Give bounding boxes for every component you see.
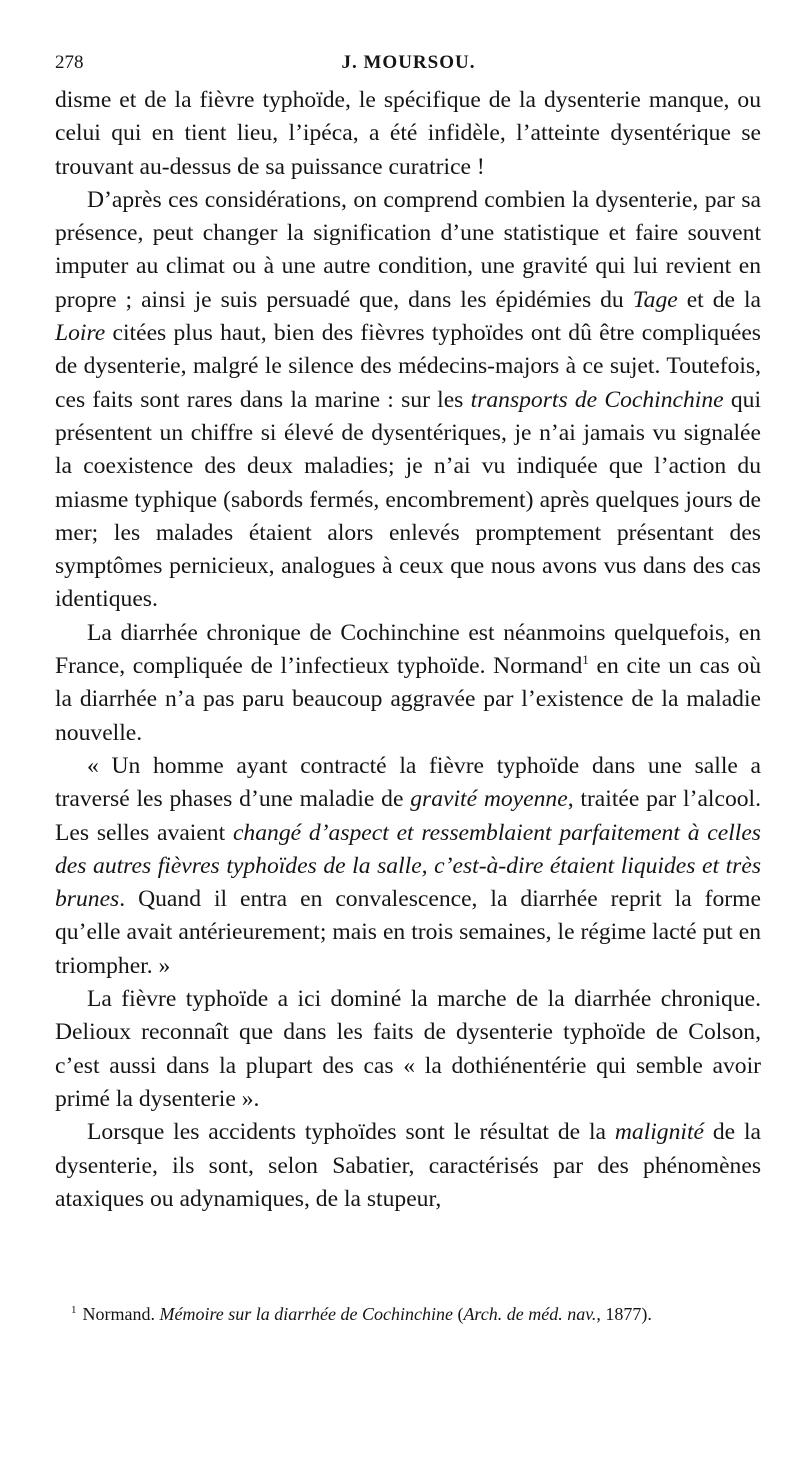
text-run: qui présentent un chiffre si élevé de dysentériques, je n’ai jamais vu signalée la coexistence des deux maladies; je n’ai vu indiquée que l’action du miasme typhique (sabords fermés, encombrement) après quelques jours de mer; les malades étaient alors enlevés promptement présentant des symptômes pernicieux, analogues à ceux que nous avons vus dans des cas identiques.: [55, 386, 762, 613]
footnote: [55, 1301, 761, 1327]
page-number: 278: [55, 52, 84, 73]
italic-text: malignité: [614, 1119, 704, 1146]
text-run: disme et de la fièvre typhoïde, le spécifique de la dysenterie manque, ou celui qui en tient lieu, l’ipéca, a été infidèle, l’atteinte dysentérique se trouvant au-dessus de sa puissance curatrice !: [55, 87, 761, 180]
text-run: en cite un cas où la diarrhée n’a pas paru beaucoup aggravée par l’existence de la maladie nouvelle.: [55, 653, 761, 746]
text-run: D’après ces considérations, on comprend combien la dysenterie, par sa présence, peut changer la signification d’une statistique et faire souvent imputer au climat ou à une autre condition, une gravité qui lui revient en propre ; ainsi je suis persuadé que, dans les épidémies du: [55, 186, 761, 313]
italic-text: gravité moyenne: [410, 786, 568, 813]
body-text: [55, 84, 761, 1216]
paragraph: [55, 983, 761, 1116]
footnote-reference: 1: [582, 652, 589, 668]
footnote-text: , 1877).: [596, 1304, 652, 1324]
text-run: citées plus haut, bien des fièvres typhoïdes ont dû être compliquées de dysenterie, malgré le silence des médecins-majors à ce sujet. Toutefois, ces faits sont rares dans la marine : sur les: [55, 320, 761, 413]
text-run: de la dysenterie, ils sont, selon Sabatier, caractérisés par des phénomènes ataxiques ou adynamiques, de la stupeur,: [55, 1119, 761, 1212]
paragraph: [55, 617, 761, 750]
italic-text: Tage: [632, 286, 678, 313]
italic-text: Loire: [55, 320, 106, 347]
running-head: [55, 52, 762, 82]
text-run: et de la: [677, 286, 761, 313]
paragraph: [55, 184, 761, 617]
footnote-italic-text: Arch. de méd. nav.: [463, 1304, 597, 1324]
text-run: Lorsque les accidents typhoïdes sont le résultat de la: [87, 1119, 615, 1146]
italic-text: changé d’aspect et ressemblaient parfaitement à celles des autres fièvres typhoïdes de la salle, c’est-à-dire étaient liquides et très brunes: [55, 819, 761, 913]
footnote-text: (: [452, 1304, 464, 1324]
paragraph: [55, 84, 761, 184]
text-run: La fièvre typhoïde a ici dominé la marche de la diarrhée chronique. Delioux reconnaît que dans les faits de dysenterie typhoïde de Colson, c’est aussi dans la plupart des cas « la dothiénentérie qui semble avoir primé la dysenterie ».: [55, 986, 761, 1112]
footnote-text: Normand.: [82, 1304, 160, 1324]
text-run: La diarrhée chronique de Cochinchine est néanmoins quelquefois, en France, compliquée de l’infectieux typhoïde. Normand: [55, 619, 761, 680]
text-run: , traitée par l’alcool. Les selles avaient: [55, 786, 762, 846]
footnote-italic-text: Mémoire sur la diarrhée de Cochinchine: [159, 1304, 453, 1324]
paragraph: [55, 1116, 761, 1216]
paragraph: [55, 750, 761, 983]
running-title: J. MOURSOU.: [341, 52, 476, 73]
footnote-mark: 1: [71, 1304, 77, 1316]
text-run: « Un homme ayant contracté la fièvre typhoïde dans une salle a traversé les phases d’une maladie de: [55, 752, 761, 813]
text-run: . Quand il entra en convalescence, la diarrhée reprit la forme qu’elle avait antérieurement; mais en trois semaines, le régime lacté put en triompher. »: [55, 886, 761, 979]
italic-text: transports de Cochinchine: [470, 386, 724, 413]
